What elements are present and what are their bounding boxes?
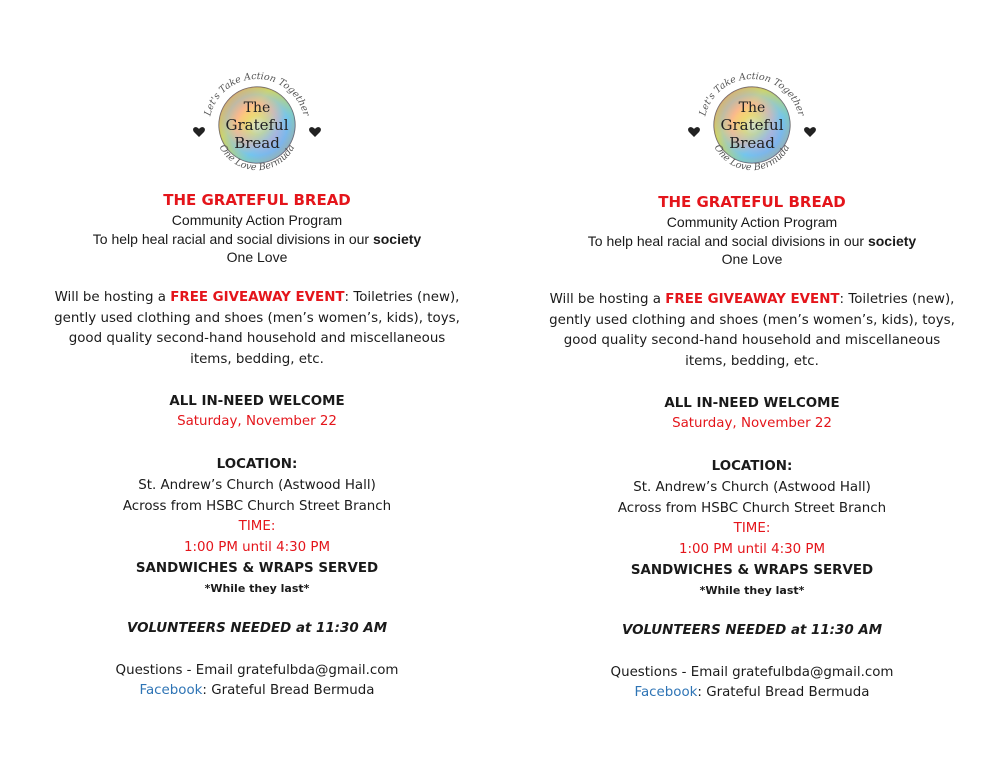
logo-icon bbox=[187, 57, 327, 187]
logo-name-line3: Bread bbox=[234, 134, 280, 152]
hosting-line4: items, bedding, etc. bbox=[685, 354, 819, 369]
logo-name-line1: The bbox=[243, 100, 271, 116]
hosting-line3: good quality second-hand household and miscellaneous bbox=[563, 333, 941, 348]
hosting-line4: items, bedding, etc. bbox=[190, 352, 324, 367]
location-label: LOCATION: bbox=[711, 459, 793, 474]
location-line1: St. Andrew’s Church (Astwood Hall) bbox=[633, 480, 871, 495]
one-love: One Love bbox=[721, 251, 783, 267]
location-line1: St. Andrew’s Church (Astwood Hall) bbox=[138, 478, 376, 493]
program-name: Community Action Program bbox=[666, 214, 838, 230]
hosting-line2: gently used clothing and shoes (men’s women’s, kids), toys, bbox=[549, 313, 955, 328]
grateful-bread-logo bbox=[517, 57, 987, 187]
volunteers-needed: VOLUNTEERS NEEDED at 11:30 AM bbox=[621, 623, 883, 638]
time-label: TIME: bbox=[733, 521, 771, 536]
hosting-line1-rest: : Toiletries (new), bbox=[344, 290, 460, 305]
hosting-emph: FREE GIVEAWAY EVENT bbox=[170, 290, 345, 305]
location-label: LOCATION: bbox=[216, 457, 298, 472]
mission-prefix: To help heal racial and social divisions in our bbox=[587, 233, 868, 249]
welcome-heading: ALL IN-NEED WELCOME bbox=[664, 396, 840, 411]
food-heading: SANDWICHES & WRAPS SERVED bbox=[630, 563, 874, 578]
program-name: Community Action Program bbox=[171, 212, 343, 228]
heart-right-icon bbox=[309, 127, 321, 137]
grateful-bread-logo bbox=[22, 57, 492, 187]
location-line2: Across from HSBC Church Street Branch bbox=[617, 501, 887, 516]
facebook-line bbox=[517, 685, 987, 700]
questions-email: Questions - Email gratefulbda@gmail.com bbox=[115, 663, 399, 678]
time-value: 1:00 PM until 4:30 PM bbox=[183, 540, 331, 555]
flyer-title: THE GRATEFUL BREAD bbox=[163, 191, 351, 209]
hosting-prefix: Will be hosting a bbox=[54, 290, 171, 305]
logo-arc-top: Let's Take Action Together bbox=[202, 70, 312, 118]
heart-left-icon bbox=[193, 127, 205, 137]
food-heading: SANDWICHES & WRAPS SERVED bbox=[135, 561, 379, 576]
one-love: One Love bbox=[226, 249, 288, 265]
logo-name-line2: Grateful bbox=[225, 116, 289, 134]
event-date: Saturday, November 22 bbox=[672, 416, 832, 431]
facebook-rest: : Grateful Bread Bermuda bbox=[697, 685, 870, 700]
facebook-link[interactable]: Facebook bbox=[139, 683, 203, 698]
logo-name-line3: Bread bbox=[729, 134, 775, 152]
logo-arc-top: Let's Take Action Together bbox=[697, 70, 807, 118]
welcome-heading: ALL IN-NEED WELCOME bbox=[169, 394, 345, 409]
hosting-line2: gently used clothing and shoes (men’s women’s, kids), toys, bbox=[54, 311, 460, 326]
logo-arc-bottom: One Love Bermuda bbox=[216, 142, 298, 174]
logo-icon bbox=[682, 57, 822, 187]
logo-arc-bottom: One Love Bermuda bbox=[711, 142, 793, 174]
hosting-line3: good quality second-hand household and miscellaneous bbox=[68, 331, 446, 346]
mission-emph: society bbox=[867, 233, 917, 249]
time-label: TIME: bbox=[238, 519, 276, 534]
flyer-title: THE GRATEFUL BREAD bbox=[658, 193, 846, 211]
mission-emph: society bbox=[372, 231, 422, 247]
facebook-rest: : Grateful Bread Bermuda bbox=[202, 683, 375, 698]
food-note: *While they last* bbox=[204, 582, 310, 595]
heart-right-icon bbox=[804, 127, 816, 137]
facebook-link[interactable]: Facebook bbox=[634, 685, 698, 700]
hosting-line1 bbox=[22, 290, 492, 305]
mission-line bbox=[22, 231, 492, 247]
hosting-prefix: Will be hosting a bbox=[549, 292, 666, 307]
hosting-emph: FREE GIVEAWAY EVENT bbox=[665, 292, 840, 307]
facebook-line bbox=[22, 683, 492, 698]
volunteers-needed: VOLUNTEERS NEEDED at 11:30 AM bbox=[126, 621, 388, 636]
flyer-left bbox=[22, 0, 492, 768]
heart-left-icon bbox=[688, 127, 700, 137]
mission-prefix: To help heal racial and social divisions in our bbox=[92, 231, 373, 247]
questions-email: Questions - Email gratefulbda@gmail.com bbox=[610, 665, 894, 680]
time-value: 1:00 PM until 4:30 PM bbox=[678, 542, 826, 557]
mission-line bbox=[517, 233, 987, 249]
hosting-line1-rest: : Toiletries (new), bbox=[839, 292, 955, 307]
logo-name-line1: The bbox=[738, 100, 766, 116]
food-note: *While they last* bbox=[699, 584, 805, 597]
logo-name-line2: Grateful bbox=[720, 116, 784, 134]
location-line2: Across from HSBC Church Street Branch bbox=[122, 499, 392, 514]
event-date: Saturday, November 22 bbox=[177, 414, 337, 429]
hosting-line1 bbox=[517, 292, 987, 307]
flyer-right bbox=[517, 0, 987, 768]
